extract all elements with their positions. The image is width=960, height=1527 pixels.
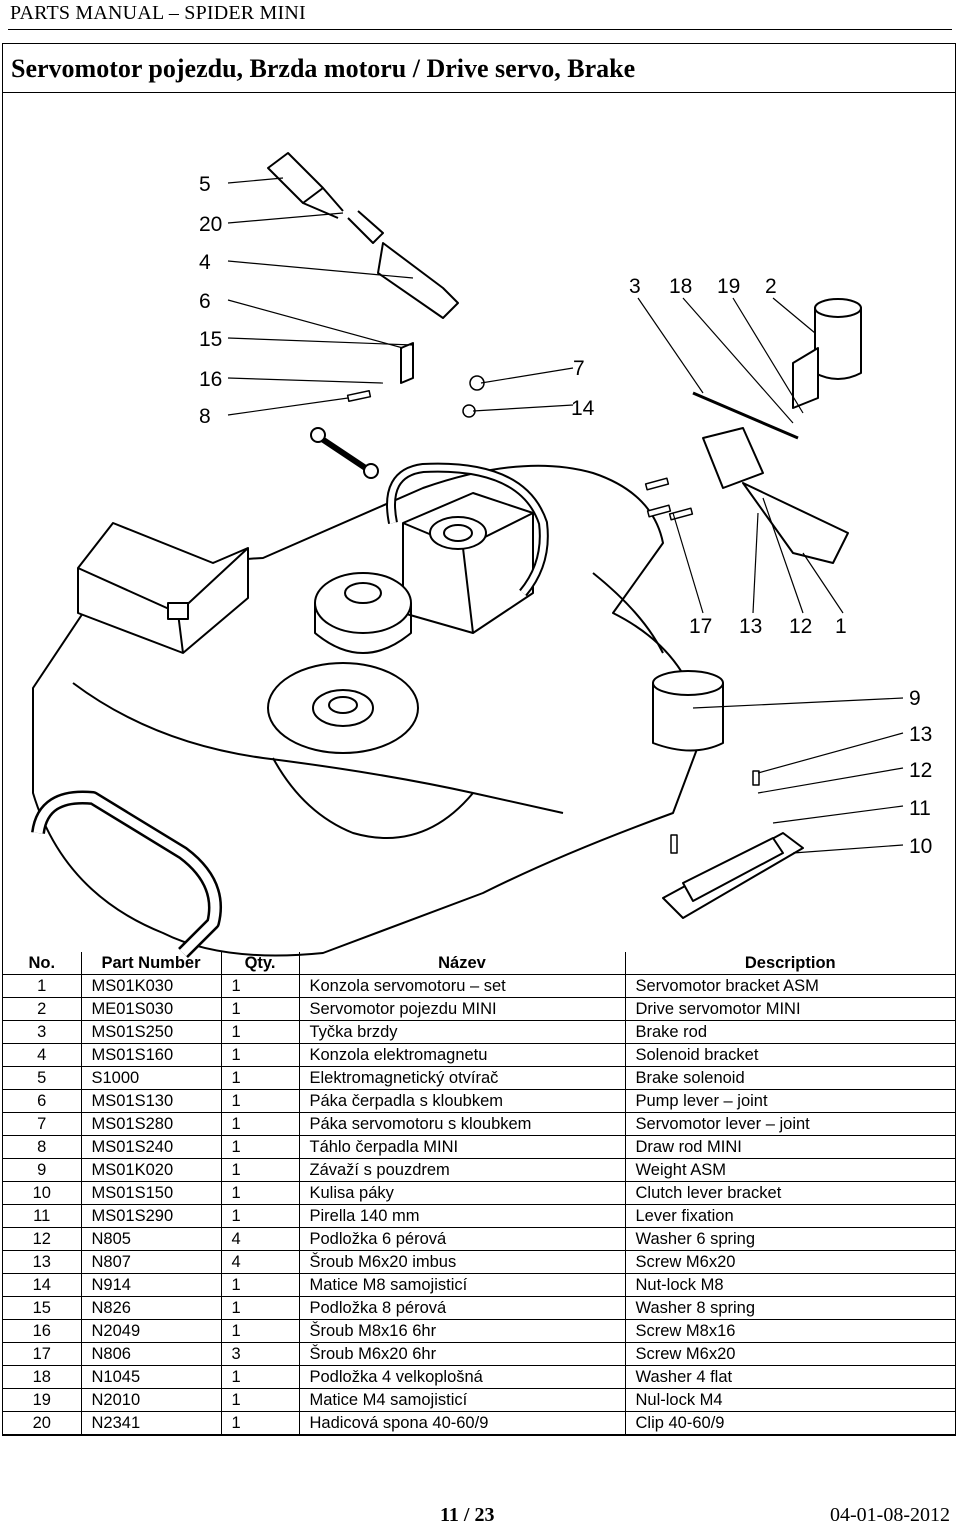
cell-qty: 4 (221, 1251, 299, 1274)
cell-part-number: N807 (81, 1251, 221, 1274)
cell-description: Weight ASM (625, 1159, 955, 1182)
cell-nazev: Podložka 4 velkoplošná (299, 1366, 625, 1389)
cell-qty: 1 (221, 1274, 299, 1297)
cell-nazev: Konzola servomotoru – set (299, 975, 625, 998)
brake-solenoid (268, 153, 323, 203)
table-row (3, 1136, 955, 1159)
cell-part-number: N914 (81, 1274, 221, 1297)
callout-label: 1 (835, 615, 847, 638)
table-row (3, 1366, 955, 1389)
cell-qty: 1 (221, 1389, 299, 1412)
cell-description: Washer 8 spring (625, 1297, 955, 1320)
cell-nazev: Podložka 8 pérová (299, 1297, 625, 1320)
cell-part-number: MS01K030 (81, 975, 221, 998)
callout-label: 11 (909, 797, 931, 820)
cell-part-number: MS01S160 (81, 1044, 221, 1067)
cell-no: 17 (3, 1343, 81, 1366)
parts-table (3, 952, 955, 1435)
callout-label: 8 (199, 405, 211, 428)
col-header-nazev: Název (299, 952, 625, 975)
cell-description: Brake rod (625, 1021, 955, 1044)
col-header-description: Description (625, 952, 955, 975)
cell-nazev: Matice M4 samojisticí (299, 1389, 625, 1412)
cell-qty: 1 (221, 1182, 299, 1205)
table-row (3, 1044, 955, 1067)
cell-no: 8 (3, 1136, 81, 1159)
cell-nazev: Šroub M8x16 6hr (299, 1320, 625, 1343)
callout-label: 13 (739, 615, 763, 638)
cell-qty: 1 (221, 1113, 299, 1136)
table-header-row (3, 952, 955, 975)
callout-label: 10 (909, 835, 933, 858)
solenoid-bracket (378, 243, 458, 318)
cell-description: Washer 4 flat (625, 1366, 955, 1389)
cell-qty: 1 (221, 998, 299, 1021)
cell-no: 5 (3, 1067, 81, 1090)
col-header-no: No. (3, 952, 81, 975)
cell-nazev: Šroub M6x20 imbus (299, 1251, 625, 1274)
table-row (3, 1274, 955, 1297)
table-row (3, 1113, 955, 1136)
cell-qty: 1 (221, 1044, 299, 1067)
table-row (3, 1297, 955, 1320)
table-row (3, 1021, 955, 1044)
table-row (3, 1343, 955, 1366)
cell-part-number: MS01S240 (81, 1136, 221, 1159)
cell-part-number: MS01S250 (81, 1021, 221, 1044)
cell-nazev: Kulisa páky (299, 1182, 625, 1205)
cell-qty: 1 (221, 975, 299, 998)
pump-lever (401, 343, 413, 383)
content-frame (2, 43, 956, 1436)
cell-nazev: Elektromagnetický otvírač (299, 1067, 625, 1090)
page-number: 11 / 23 (440, 1504, 495, 1526)
callout-label: 7 (573, 357, 585, 380)
cell-part-number: S1000 (81, 1067, 221, 1090)
cell-qty: 1 (221, 1412, 299, 1435)
cell-no: 1 (3, 975, 81, 998)
cell-description: Screw M6x20 (625, 1251, 955, 1274)
callout-label: 20 (199, 213, 223, 236)
cell-qty: 1 (221, 1021, 299, 1044)
table-row (3, 975, 955, 998)
cell-qty: 1 (221, 1320, 299, 1343)
page-title: Servomotor pojezdu, Brzda motoru / Drive servo, Brake (11, 54, 636, 83)
cell-description: Drive servomotor MINI (625, 998, 955, 1021)
cell-description: Screw M8x16 (625, 1320, 955, 1343)
table-row (3, 998, 955, 1021)
col-header-qty: Qty. (221, 952, 299, 975)
cell-qty: 1 (221, 1297, 299, 1320)
cell-qty: 1 (221, 1090, 299, 1113)
cell-description: Nut-lock M8 (625, 1274, 955, 1297)
cell-no: 6 (3, 1090, 81, 1113)
cell-no: 4 (3, 1044, 81, 1067)
cell-description: Draw rod MINI (625, 1136, 955, 1159)
cell-nazev: Tyčka brzdy (299, 1021, 625, 1044)
callout-label: 16 (199, 368, 223, 391)
cell-no: 14 (3, 1274, 81, 1297)
callout-label: 15 (199, 328, 223, 351)
table-row (3, 1205, 955, 1228)
cell-part-number: N826 (81, 1297, 221, 1320)
callout-label: 13 (909, 723, 933, 746)
cell-part-number: N2341 (81, 1412, 221, 1435)
cell-part-number: MS01S290 (81, 1205, 221, 1228)
cell-no: 20 (3, 1412, 81, 1435)
cell-no: 7 (3, 1113, 81, 1136)
cell-nazev: Servomotor pojezdu MINI (299, 998, 625, 1021)
header-rule (8, 29, 952, 30)
cell-nazev: Matice M8 samojisticí (299, 1274, 625, 1297)
cell-description: Brake solenoid (625, 1067, 955, 1090)
callout-label: 18 (669, 275, 693, 298)
cell-no: 12 (3, 1228, 81, 1251)
cell-part-number: MS01S130 (81, 1090, 221, 1113)
cell-part-number: MS01S280 (81, 1113, 221, 1136)
cell-no: 11 (3, 1205, 81, 1228)
cell-qty: 1 (221, 1136, 299, 1159)
cell-part-number: MS01S150 (81, 1182, 221, 1205)
cell-nazev: Šroub M6x20 6hr (299, 1343, 625, 1366)
cell-part-number: N2049 (81, 1320, 221, 1343)
cell-no: 10 (3, 1182, 81, 1205)
cell-no: 18 (3, 1366, 81, 1389)
callout-label: 3 (629, 275, 641, 298)
cell-nazev: Pirella 140 mm (299, 1205, 625, 1228)
cell-description: Clip 40-60/9 (625, 1412, 955, 1435)
cell-no: 2 (3, 998, 81, 1021)
table-row (3, 1067, 955, 1090)
cell-nazev: Podložka 6 pérová (299, 1228, 625, 1251)
cell-description: Lever fixation (625, 1205, 955, 1228)
cell-description: Nul-lock M4 (625, 1389, 955, 1412)
cell-part-number: ME01S030 (81, 998, 221, 1021)
cell-no: 19 (3, 1389, 81, 1412)
callout-label: 14 (571, 397, 595, 420)
cell-no: 16 (3, 1320, 81, 1343)
cell-description: Servomotor lever – joint (625, 1113, 955, 1136)
cell-description: Servomotor bracket ASM (625, 975, 955, 998)
col-header-part-number: Part Number (81, 952, 221, 975)
cell-description: Pump lever – joint (625, 1090, 955, 1113)
cell-qty: 1 (221, 1205, 299, 1228)
cell-part-number: N2010 (81, 1389, 221, 1412)
parts-table-body (3, 975, 955, 1435)
callout-label: 5 (199, 173, 211, 196)
cell-qty: 1 (221, 1159, 299, 1182)
cell-no: 3 (3, 1021, 81, 1044)
table-row (3, 1159, 955, 1182)
cell-nazev: Páka servomotoru s kloubkem (299, 1113, 625, 1136)
cell-qty: 1 (221, 1067, 299, 1090)
document-code: 04-01-08-2012 (830, 1504, 950, 1526)
cell-no: 9 (3, 1159, 81, 1182)
table-row (3, 1090, 955, 1113)
cell-nazev: Konzola elektromagnetu (299, 1044, 625, 1067)
callout-label: 4 (199, 251, 211, 274)
cell-no: 15 (3, 1297, 81, 1320)
cell-part-number: N805 (81, 1228, 221, 1251)
table-row (3, 1412, 955, 1435)
cell-description: Washer 6 spring (625, 1228, 955, 1251)
table-row (3, 1251, 955, 1274)
cell-part-number: N1045 (81, 1366, 221, 1389)
table-row (3, 1389, 955, 1412)
cell-description: Screw M6x20 (625, 1343, 955, 1366)
callout-label: 6 (199, 290, 211, 313)
cell-part-number: MS01K020 (81, 1159, 221, 1182)
cell-nazev: Závaží s pouzdrem (299, 1159, 625, 1182)
callout-label: 9 (909, 687, 921, 710)
callout-label: 19 (717, 275, 741, 298)
exploded-parts-drawing (3, 93, 955, 994)
callout-label: 12 (909, 759, 933, 782)
cell-nazev: Páka čerpadla s kloubkem (299, 1090, 625, 1113)
cell-nazev: Hadicová spona 40-60/9 (299, 1412, 625, 1435)
cell-description: Solenoid bracket (625, 1044, 955, 1067)
cell-qty: 3 (221, 1343, 299, 1366)
document-header (8, 0, 952, 30)
callout-label: 12 (789, 615, 813, 638)
callout-label: 2 (765, 275, 777, 298)
table-row (3, 1228, 955, 1251)
table-row (3, 1320, 955, 1343)
cell-nazev: Táhlo čerpadla MINI (299, 1136, 625, 1159)
title-bar (3, 44, 955, 93)
cell-part-number: N806 (81, 1343, 221, 1366)
servomotor-bracket (703, 428, 763, 488)
cell-qty: 4 (221, 1228, 299, 1251)
cell-no: 13 (3, 1251, 81, 1274)
cell-qty: 1 (221, 1366, 299, 1389)
document-title: PARTS MANUAL – SPIDER MINI (10, 2, 306, 24)
callout-label: 17 (689, 615, 713, 638)
cell-description: Clutch lever bracket (625, 1182, 955, 1205)
table-row (3, 1182, 955, 1205)
